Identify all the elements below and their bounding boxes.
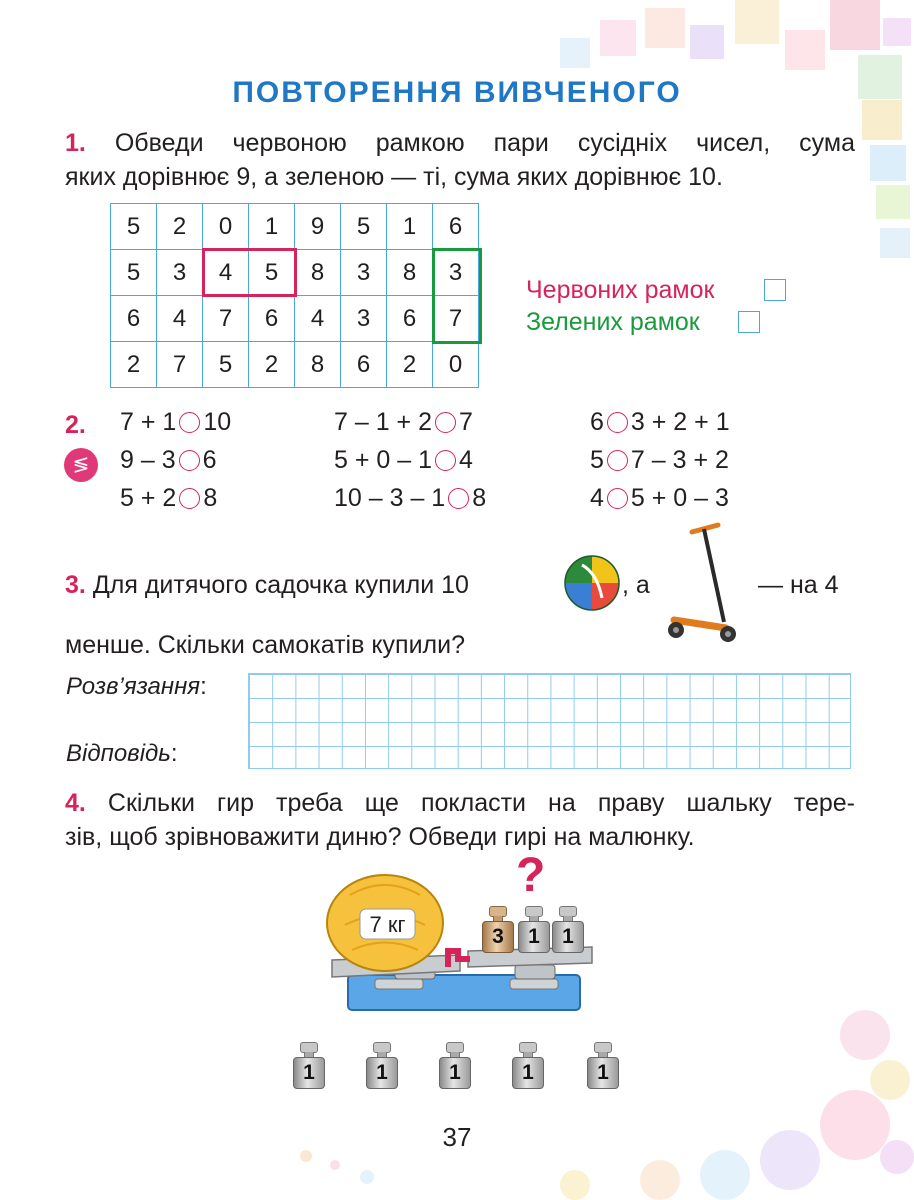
comparison-left: 6 bbox=[590, 408, 604, 436]
comparison-right: 8 bbox=[203, 484, 218, 512]
weight-label: 1 bbox=[587, 1057, 619, 1089]
grid-cell[interactable]: 0 bbox=[433, 342, 479, 388]
grid-cell[interactable]: 2 bbox=[157, 204, 203, 250]
grid-cell[interactable]: 7 bbox=[203, 296, 249, 342]
comparison-circle[interactable] bbox=[179, 488, 200, 509]
comparison-right: 5 + 0 – 3 bbox=[630, 484, 729, 512]
comparison-right: 10 bbox=[203, 408, 232, 436]
grid-cell[interactable]: 3 bbox=[433, 250, 479, 296]
grid-cell[interactable]: 5 bbox=[111, 250, 157, 296]
task4-text-line1: Скільки гир треба ще покласти на праву шальку тере- bbox=[107, 789, 855, 817]
weight-label: 1 bbox=[552, 921, 584, 953]
comparison-left: 5 + 0 – 1 bbox=[334, 446, 432, 474]
task3-text-comma: , а bbox=[622, 571, 650, 599]
comparison-left: 5 + 2 bbox=[120, 484, 177, 512]
comparison-right: 6 bbox=[202, 446, 217, 474]
comparison-item bbox=[590, 484, 729, 513]
red-count-box[interactable] bbox=[764, 279, 786, 301]
comparison-circle[interactable] bbox=[435, 450, 456, 471]
loose-weight[interactable] bbox=[437, 1042, 473, 1090]
compare-icon: ≶ bbox=[64, 448, 98, 482]
grid-cell[interactable]: 6 bbox=[111, 296, 157, 342]
weight-label: 1 bbox=[512, 1057, 544, 1089]
task4-number: 4. bbox=[65, 789, 86, 817]
task3-text-on4: — на 4 bbox=[758, 571, 839, 599]
comparison-circle[interactable] bbox=[607, 412, 628, 433]
comparison-circle[interactable] bbox=[435, 412, 456, 433]
legend-red-frames: Червоних рамок bbox=[526, 276, 715, 304]
grid-cell[interactable]: 3 bbox=[157, 250, 203, 296]
answer-label: Відповідь: bbox=[66, 740, 178, 767]
grid-row bbox=[111, 342, 479, 388]
comparison-left: 4 bbox=[590, 484, 604, 512]
grid-cell[interactable]: 9 bbox=[295, 204, 341, 250]
weight-label: 1 bbox=[366, 1057, 398, 1089]
comparison-circle[interactable] bbox=[448, 488, 469, 509]
page-number: 37 bbox=[442, 1122, 472, 1152]
comparison-item bbox=[590, 408, 730, 437]
grid-cell[interactable]: 2 bbox=[387, 342, 433, 388]
green-frame bbox=[432, 248, 482, 344]
comparison-circle[interactable] bbox=[179, 450, 200, 471]
ball-icon bbox=[562, 553, 622, 613]
comparison-item bbox=[334, 408, 473, 437]
loose-weight[interactable] bbox=[364, 1042, 400, 1090]
grid-row bbox=[111, 296, 479, 342]
loose-weight[interactable] bbox=[585, 1042, 621, 1090]
red-frame bbox=[202, 248, 297, 297]
task3-line2: менше. Скільки самокатів купили? bbox=[65, 631, 465, 659]
comparison-item bbox=[120, 446, 217, 475]
scale-weight bbox=[516, 906, 552, 954]
comparison-item bbox=[590, 446, 729, 475]
comparison-left: 9 – 3 bbox=[120, 446, 176, 474]
grid-cell[interactable]: 2 bbox=[249, 342, 295, 388]
grid-cell[interactable]: 8 bbox=[387, 250, 433, 296]
comparison-right: 7 – 3 + 2 bbox=[630, 446, 729, 474]
task4-text-line2: зів, щоб зрівноважити диню? Обведи гирі на малюнку. bbox=[65, 823, 695, 851]
comparison-circle[interactable] bbox=[607, 450, 628, 471]
page-title: ПОВТОРЕННЯ ВИВЧЕНОГО bbox=[232, 76, 682, 109]
grid-cell[interactable]: 7 bbox=[157, 342, 203, 388]
comparison-circle[interactable] bbox=[179, 412, 200, 433]
scale-weight bbox=[550, 906, 586, 954]
weight-label: 3 bbox=[482, 921, 514, 953]
task1-number: 1. bbox=[65, 129, 86, 157]
task3-line1: 3. Для дитячого садочка купили 10 bbox=[65, 571, 469, 599]
melon-label: 7 кг bbox=[369, 912, 406, 937]
grid-cell[interactable]: 2 bbox=[111, 342, 157, 388]
comparison-item bbox=[120, 408, 231, 437]
grid-cell[interactable]: 4 bbox=[203, 250, 249, 296]
grid-cell[interactable]: 6 bbox=[433, 204, 479, 250]
scale-weight bbox=[480, 906, 516, 954]
solution-answer-grid[interactable] bbox=[248, 673, 851, 769]
comparison-right: 4 bbox=[459, 446, 473, 474]
grid-cell[interactable]: 5 bbox=[203, 342, 249, 388]
comparison-item bbox=[334, 446, 473, 475]
solution-label: Розв’язання: bbox=[66, 673, 207, 700]
task1-prompt bbox=[65, 126, 855, 194]
grid-cell[interactable]: 5 bbox=[249, 250, 295, 296]
comparison-right: 3 + 2 + 1 bbox=[630, 408, 730, 436]
grid-cell[interactable]: 4 bbox=[157, 296, 203, 342]
scooter-icon bbox=[666, 522, 742, 644]
grid-cell[interactable]: 8 bbox=[295, 342, 341, 388]
loose-weight[interactable] bbox=[291, 1042, 327, 1090]
grid-cell[interactable]: 7 bbox=[433, 296, 479, 342]
grid-cell[interactable]: 8 bbox=[295, 250, 341, 296]
loose-weight[interactable] bbox=[510, 1042, 546, 1090]
comparison-circle[interactable] bbox=[607, 488, 628, 509]
weight-label: 1 bbox=[518, 921, 550, 953]
grid-cell[interactable]: 6 bbox=[249, 296, 295, 342]
weight-label: 1 bbox=[293, 1057, 325, 1089]
comparison-right: 7 bbox=[459, 408, 473, 436]
comparison-left: 7 + 1 bbox=[120, 408, 177, 436]
grid-cell[interactable]: 4 bbox=[295, 296, 341, 342]
grid-cell[interactable]: 0 bbox=[203, 204, 249, 250]
task1-text-line2: яких дорівнює 9, а зеленою — ті, сума яких дорівнює 10. bbox=[65, 163, 723, 191]
comparison-left: 10 – 3 – 1 bbox=[334, 484, 446, 512]
grid-row bbox=[111, 204, 479, 250]
task1-text-line1: Обведи червоною рамкою пари сусідніх чисел, сума bbox=[114, 129, 855, 157]
question-mark: ? bbox=[516, 849, 546, 902]
grid-cell[interactable]: 5 bbox=[341, 204, 387, 250]
task2-number: 2. bbox=[65, 411, 86, 439]
grid-cell[interactable]: 1 bbox=[249, 204, 295, 250]
comparison-left: 7 – 1 + 2 bbox=[334, 408, 432, 436]
grid-cell[interactable]: 5 bbox=[111, 204, 157, 250]
comparison-right: 8 bbox=[472, 484, 487, 512]
comparison-item bbox=[120, 484, 217, 513]
grid-cell[interactable]: 6 bbox=[341, 342, 387, 388]
comparison-item bbox=[334, 484, 486, 513]
grid-cell[interactable]: 6 bbox=[387, 296, 433, 342]
green-count-box[interactable] bbox=[738, 311, 760, 333]
weight-label: 1 bbox=[439, 1057, 471, 1089]
grid-cell[interactable]: 1 bbox=[387, 204, 433, 250]
comparison-left: 5 bbox=[590, 446, 604, 474]
grid-cell[interactable]: 3 bbox=[341, 296, 387, 342]
task4-prompt bbox=[65, 786, 855, 854]
grid-cell[interactable]: 3 bbox=[341, 250, 387, 296]
legend-green-frames: Зелених рамок bbox=[526, 308, 700, 336]
